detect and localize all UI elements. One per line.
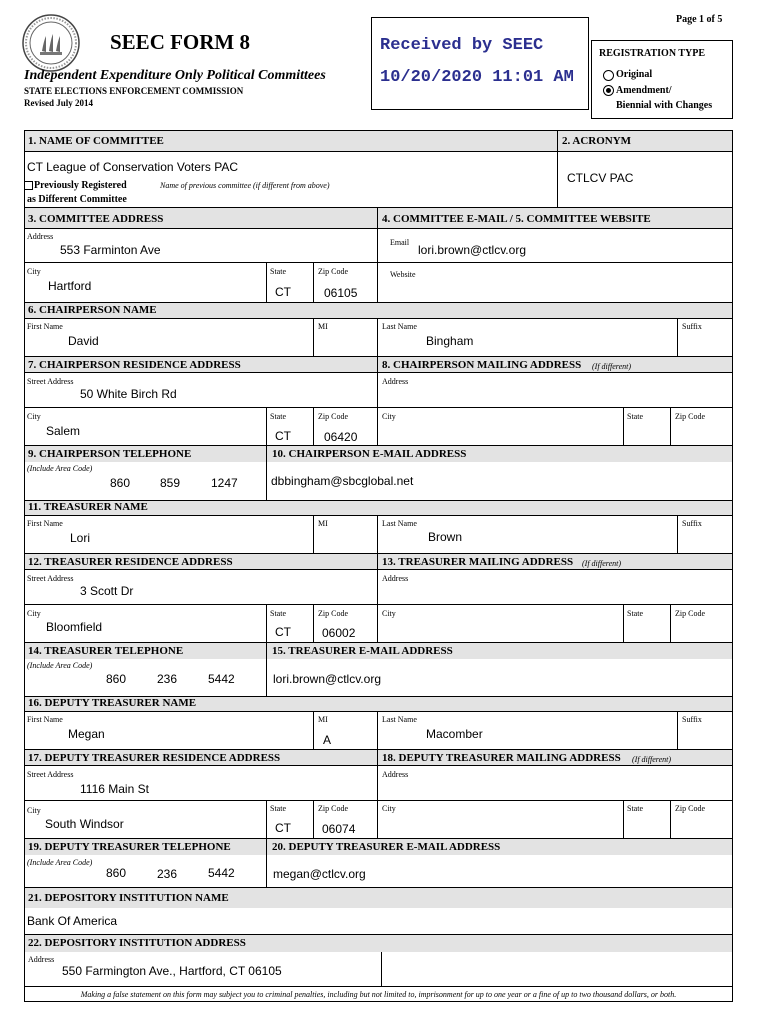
committee-name-field[interactable]: CT League of Conservation Voters PAC bbox=[27, 160, 239, 174]
deputy-first-label: First Name bbox=[27, 715, 63, 724]
chair-first-field[interactable]: David bbox=[68, 334, 99, 348]
deputy-first-field[interactable]: Megan bbox=[68, 727, 105, 741]
section-6-heading: 6. CHAIRPERSON NAME bbox=[28, 304, 157, 316]
false-statement-warning: Making a false statement on this form may subject you to criminal penalties, including but not limited to, imprisonment for up to one year or a fine of up to two thousand dollars, or both. bbox=[80, 990, 677, 999]
section-2-heading: 2. ACRONYM bbox=[562, 135, 632, 147]
deputy-phone-area-field[interactable]: 860 bbox=[106, 866, 127, 880]
previously-registered-label-2: as Different Committee bbox=[27, 194, 127, 205]
committee-zip-field[interactable]: 06105 bbox=[324, 286, 358, 300]
deputy-area-code-note: (Include Area Code) bbox=[27, 858, 93, 867]
treas-mail-city-label: City bbox=[382, 609, 396, 618]
committee-website-label: Website bbox=[390, 270, 416, 279]
radio-amendment[interactable] bbox=[603, 85, 614, 96]
treas-zip-field[interactable]: 06002 bbox=[322, 626, 356, 640]
deputy-last-field[interactable]: Macomber bbox=[426, 727, 483, 741]
treas-phone-prefix-field[interactable]: 236 bbox=[157, 672, 178, 686]
chair-phone-line-field[interactable]: 1247 bbox=[211, 476, 238, 490]
deputy-last-label: Last Name bbox=[382, 715, 417, 724]
section-12-heading: 12. TREASURER RESIDENCE ADDRESS bbox=[28, 556, 233, 568]
treas-last-field[interactable]: Brown bbox=[428, 530, 463, 544]
section-13-if-different: (If different) bbox=[582, 559, 622, 568]
previously-registered-label: Previously Registered bbox=[34, 180, 127, 191]
chair-last-label: Last Name bbox=[382, 322, 417, 331]
treas-mail-zip-label: Zip Code bbox=[675, 609, 705, 618]
chair-last-field[interactable]: Bingham bbox=[426, 334, 474, 348]
deputy-mail-address-label: Address bbox=[382, 770, 409, 779]
treas-mail-state-label: State bbox=[627, 609, 643, 618]
treas-area-code-note: (Include Area Code) bbox=[27, 661, 93, 670]
treas-last-label: Last Name bbox=[382, 519, 417, 528]
depository-name-field[interactable]: Bank Of America bbox=[27, 914, 118, 928]
deputy-phone-line-field[interactable]: 5442 bbox=[208, 866, 235, 880]
deputy-mail-state-label: State bbox=[627, 804, 643, 813]
committee-address-label: Address bbox=[27, 232, 54, 241]
treas-first-label: First Name bbox=[27, 519, 63, 528]
deputy-state-label: State bbox=[270, 804, 286, 813]
section-21-heading: 21. DEPOSITORY INSTITUTION NAME bbox=[28, 892, 229, 904]
deputy-street-field[interactable]: 1116 Main St bbox=[80, 782, 149, 796]
deputy-suffix-label: Suffix bbox=[682, 715, 702, 724]
treas-first-field[interactable]: Lori bbox=[70, 531, 91, 545]
treas-phone-line-field[interactable]: 5442 bbox=[208, 672, 235, 686]
radio-original-label: Original bbox=[616, 69, 653, 80]
treas-city-label: City bbox=[27, 609, 41, 618]
section-8-if-different: (If different) bbox=[592, 362, 632, 371]
agency-name: STATE ELECTIONS ENFORCEMENT COMMISSION bbox=[24, 86, 244, 96]
treas-mail-address-label: Address bbox=[382, 574, 409, 583]
received-stamp-line1: Received by SEEC bbox=[380, 36, 544, 55]
section-9-heading: 9. CHAIRPERSON TELEPHONE bbox=[28, 448, 192, 460]
chair-mail-zip-label: Zip Code bbox=[675, 412, 705, 421]
depository-address-label: Address bbox=[28, 955, 55, 964]
chair-street-label: Street Address bbox=[27, 377, 74, 386]
chair-city-field[interactable]: Salem bbox=[46, 424, 81, 438]
treas-state-field[interactable]: CT bbox=[275, 625, 291, 639]
deputy-street-label: Street Address bbox=[27, 770, 74, 779]
section-16-heading: 16. DEPUTY TREASURER NAME bbox=[28, 697, 197, 709]
chair-first-label: First Name bbox=[27, 322, 63, 331]
section-13-heading: 13. TREASURER MAILING ADDRESS bbox=[382, 556, 574, 568]
section-11-heading: 11. TREASURER NAME bbox=[28, 501, 148, 513]
form-title: SEEC FORM 8 bbox=[110, 30, 251, 54]
committee-email-field[interactable]: lori.brown@ctlcv.org bbox=[418, 243, 526, 257]
previous-name-label: Name of previous committee (if different from above) bbox=[160, 181, 330, 190]
chair-email-field[interactable]: dbbingham@sbcglobal.net bbox=[271, 474, 414, 488]
chair-area-code-note: (Include Area Code) bbox=[27, 464, 93, 473]
deputy-zip-field[interactable]: 06074 bbox=[322, 822, 356, 836]
chair-street-field[interactable]: 50 White Birch Rd bbox=[80, 387, 177, 401]
treas-phone-area-field[interactable]: 860 bbox=[106, 672, 127, 686]
registration-type-heading: REGISTRATION TYPE bbox=[599, 48, 706, 59]
section-18-heading: 18. DEPUTY TREASURER MAILING ADDRESS bbox=[382, 752, 621, 764]
chair-city-label: City bbox=[27, 412, 41, 421]
treas-street-field[interactable]: 3 Scott Dr bbox=[80, 584, 134, 598]
received-stamp-line2: 10/20/2020 11:01 AM bbox=[380, 68, 574, 87]
form-subtitle: Independent Expenditure Only Political Committees bbox=[24, 68, 326, 83]
committee-address-field[interactable]: 553 Farminton Ave bbox=[60, 243, 161, 257]
chair-phone-prefix-field[interactable]: 859 bbox=[160, 476, 181, 490]
treas-mi-label: MI bbox=[318, 519, 328, 528]
treas-city-field[interactable]: Bloomfield bbox=[46, 620, 103, 634]
deputy-mail-city-label: City bbox=[382, 804, 396, 813]
chair-mail-state-label: State bbox=[627, 412, 643, 421]
page-number: Page 1 of 5 bbox=[676, 14, 723, 25]
depository-address-field[interactable]: 550 Farmington Ave., Hartford, CT 06105 bbox=[62, 964, 282, 978]
deputy-phone-prefix-field[interactable]: 236 bbox=[157, 867, 178, 881]
section-15-heading: 15. TREASURER E-MAIL ADDRESS bbox=[272, 645, 453, 657]
chair-phone-area-field[interactable]: 860 bbox=[110, 476, 131, 490]
section-10-heading: 10. CHAIRPERSON E-MAIL ADDRESS bbox=[272, 448, 467, 460]
acronym-field[interactable]: CTLCV PAC bbox=[567, 171, 634, 185]
radio-amendment-label: Amendment/ bbox=[616, 85, 672, 96]
previously-registered-checkbox[interactable] bbox=[24, 181, 33, 190]
radio-amendment-selected-dot bbox=[606, 88, 611, 93]
section-3-heading: 3. COMMITTEE ADDRESS bbox=[28, 213, 164, 225]
deputy-zip-label: Zip Code bbox=[318, 804, 348, 813]
received-stamp bbox=[371, 17, 589, 110]
chair-mi-label: MI bbox=[318, 322, 328, 331]
chair-state-label: State bbox=[270, 412, 286, 421]
chair-mail-address-label: Address bbox=[382, 377, 409, 386]
treas-street-label: Street Address bbox=[27, 574, 74, 583]
deputy-city-field[interactable]: South Windsor bbox=[45, 817, 124, 831]
section-8-heading: 8. CHAIRPERSON MAILING ADDRESS bbox=[382, 359, 582, 371]
chair-zip-field[interactable]: 06420 bbox=[324, 430, 358, 444]
chair-zip-label: Zip Code bbox=[318, 412, 348, 421]
treas-zip-label: Zip Code bbox=[318, 609, 348, 618]
section-18-if-different: (If different) bbox=[632, 755, 672, 764]
revised-date: Revised July 2014 bbox=[24, 98, 94, 108]
committee-email-label: Email bbox=[390, 238, 410, 247]
chair-suffix-label: Suffix bbox=[682, 322, 702, 331]
committee-city-field[interactable]: Hartford bbox=[48, 279, 92, 293]
treas-suffix-label: Suffix bbox=[682, 519, 702, 528]
treas-email-field[interactable]: lori.brown@ctlcv.org bbox=[273, 672, 381, 686]
chair-state-field[interactable]: CT bbox=[275, 429, 291, 443]
committee-city-label: City bbox=[27, 267, 41, 276]
section-4-5-heading: 4. COMMITTEE E-MAIL / 5. COMMITTEE WEBSITE bbox=[382, 213, 651, 225]
section-1-heading: 1. NAME OF COMMITTEE bbox=[28, 135, 164, 147]
deputy-email-field[interactable]: megan@ctlcv.org bbox=[273, 867, 366, 881]
deputy-city-label: City bbox=[27, 806, 41, 815]
chair-mail-city-label: City bbox=[382, 412, 396, 421]
deputy-mail-zip-label: Zip Code bbox=[675, 804, 705, 813]
deputy-mi-label: MI bbox=[318, 715, 328, 724]
committee-zip-label: Zip Code bbox=[318, 267, 348, 276]
section-20-heading: 20. DEPUTY TREASURER E-MAIL ADDRESS bbox=[272, 841, 501, 853]
treas-state-label: State bbox=[270, 609, 286, 618]
section-22-heading: 22. DEPOSITORY INSTITUTION ADDRESS bbox=[28, 937, 246, 949]
section-14-heading: 14. TREASURER TELEPHONE bbox=[28, 645, 184, 657]
section-7-heading: 7. CHAIRPERSON RESIDENCE ADDRESS bbox=[28, 359, 241, 371]
radio-amendment-label-2: Biennial with Changes bbox=[616, 100, 713, 111]
deputy-state-field[interactable]: CT bbox=[275, 821, 291, 835]
committee-state-field[interactable]: CT bbox=[275, 285, 291, 299]
section-17-heading: 17. DEPUTY TREASURER RESIDENCE ADDRESS bbox=[28, 752, 281, 764]
radio-original[interactable] bbox=[603, 70, 614, 81]
state-seal bbox=[22, 14, 80, 72]
committee-state-label: State bbox=[270, 267, 286, 276]
section-19-heading: 19. DEPUTY TREASURER TELEPHONE bbox=[28, 841, 231, 853]
deputy-mi-field[interactable]: A bbox=[323, 733, 332, 747]
